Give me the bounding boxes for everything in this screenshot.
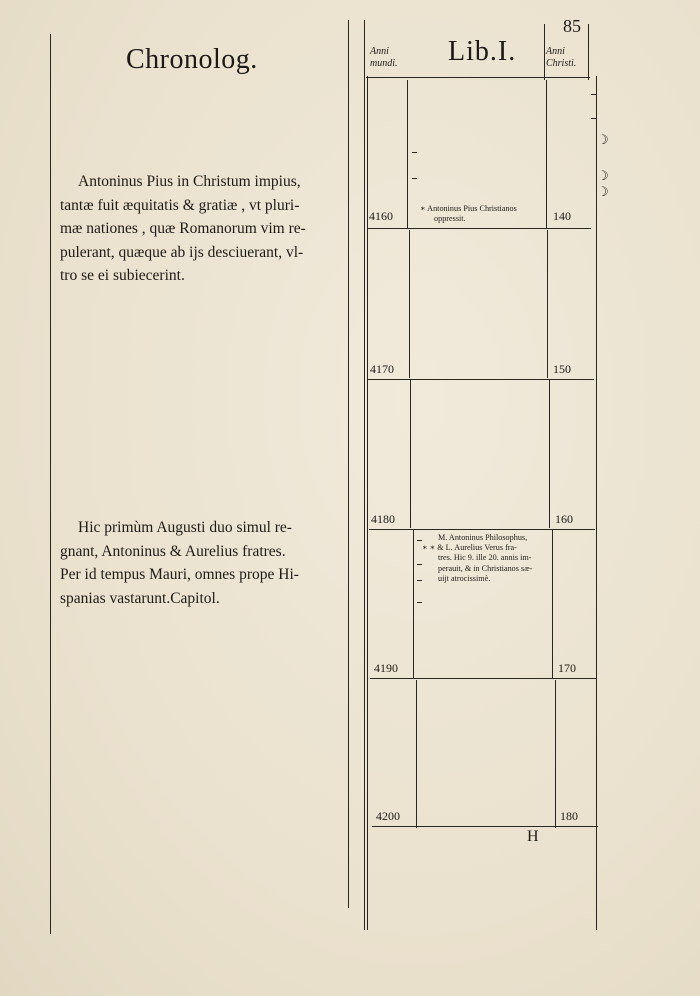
year-tick — [412, 152, 417, 153]
decade-rule-4200 — [372, 826, 598, 827]
header-right-rule — [588, 24, 589, 80]
year-tick — [591, 94, 596, 95]
running-title: Chronolog. — [126, 44, 258, 75]
box-inner-left-2 — [409, 230, 410, 378]
anni-mundi-4170: 4170 — [370, 362, 394, 376]
year-tick — [417, 602, 422, 603]
box-inner-right-4 — [552, 530, 553, 678]
anni-mundi-4180: 4180 — [371, 512, 395, 526]
box-inner-left-5 — [416, 680, 417, 828]
box-inner-left-4 — [413, 530, 414, 678]
table-right-rule — [596, 76, 597, 930]
note-antoninus-pius: ∗ Antoninus Pius Christianos oppressit. — [420, 204, 517, 224]
note-marcus-aurelius: M. Antoninus Philosophus, ∗ ∗ & L. Aurelius Verus fra- tres. Hic 9. ille 20. annis im- perauit, & in Christianos sæ- uijt atrocissimè. — [422, 533, 533, 583]
box-inner-left-3 — [410, 380, 411, 528]
anni-christi-160: 160 — [555, 512, 573, 526]
book-label: Lib.I. — [448, 36, 517, 67]
anni-mundi-4190: 4190 — [374, 661, 398, 675]
column-heading-anni-christi: Anni Christi. — [546, 46, 577, 69]
box-inner-left-1 — [407, 80, 408, 228]
anni-christi-150: 150 — [553, 362, 571, 376]
header-bottom-rule — [366, 77, 590, 78]
gutter-rule-left — [348, 20, 349, 908]
anni-christi-170: 170 — [558, 661, 576, 675]
decade-rule-4160 — [367, 228, 591, 229]
anni-christi-180: 180 — [560, 809, 578, 823]
year-tick — [591, 118, 596, 119]
paragraph-antoninus-pius: Antoninus Pius in Christum impius, tantæ fuit æquitatis & gratiæ , vt pluri- mæ nationes , quæ Romanorum vim re- pulerant, quæque ab ijs desciuerant, vl- tro se ei subiecerint. — [60, 173, 306, 284]
page-number: 85 — [563, 16, 581, 36]
header-divider-rule — [544, 24, 545, 80]
table-left-rule — [367, 76, 368, 930]
decade-rule-4180 — [369, 529, 595, 530]
box-inner-right-2 — [547, 230, 548, 378]
left-margin-rule — [50, 34, 51, 934]
paragraph-duo-augusti: Hic primùm Augusti duo simul re- gnant, Antoninus & Aurelius fratres. Per id tempus Mauri, omnes prope Hi- spanias vastarunt.Capitol. — [60, 519, 299, 607]
box-inner-right-3 — [549, 380, 550, 528]
gutter-rule-table — [364, 20, 365, 930]
year-tick — [412, 178, 417, 179]
anni-christi-140: 140 — [553, 209, 571, 223]
anni-mundi-4200: 4200 — [376, 809, 400, 823]
column-heading-anni-mundi: Anni mundi. — [370, 46, 398, 69]
signature-mark: H — [527, 828, 539, 845]
decade-rule-4170 — [368, 379, 594, 380]
decade-rule-4190 — [370, 678, 596, 679]
moon-icon: ☽ — [597, 132, 609, 147]
anni-mundi-4160: 4160 — [369, 209, 393, 223]
moon-icon: ☽ — [597, 168, 609, 183]
box-inner-right-5 — [555, 680, 556, 828]
box-inner-right-1 — [546, 80, 547, 228]
moon-icon: ☽ — [597, 184, 609, 199]
